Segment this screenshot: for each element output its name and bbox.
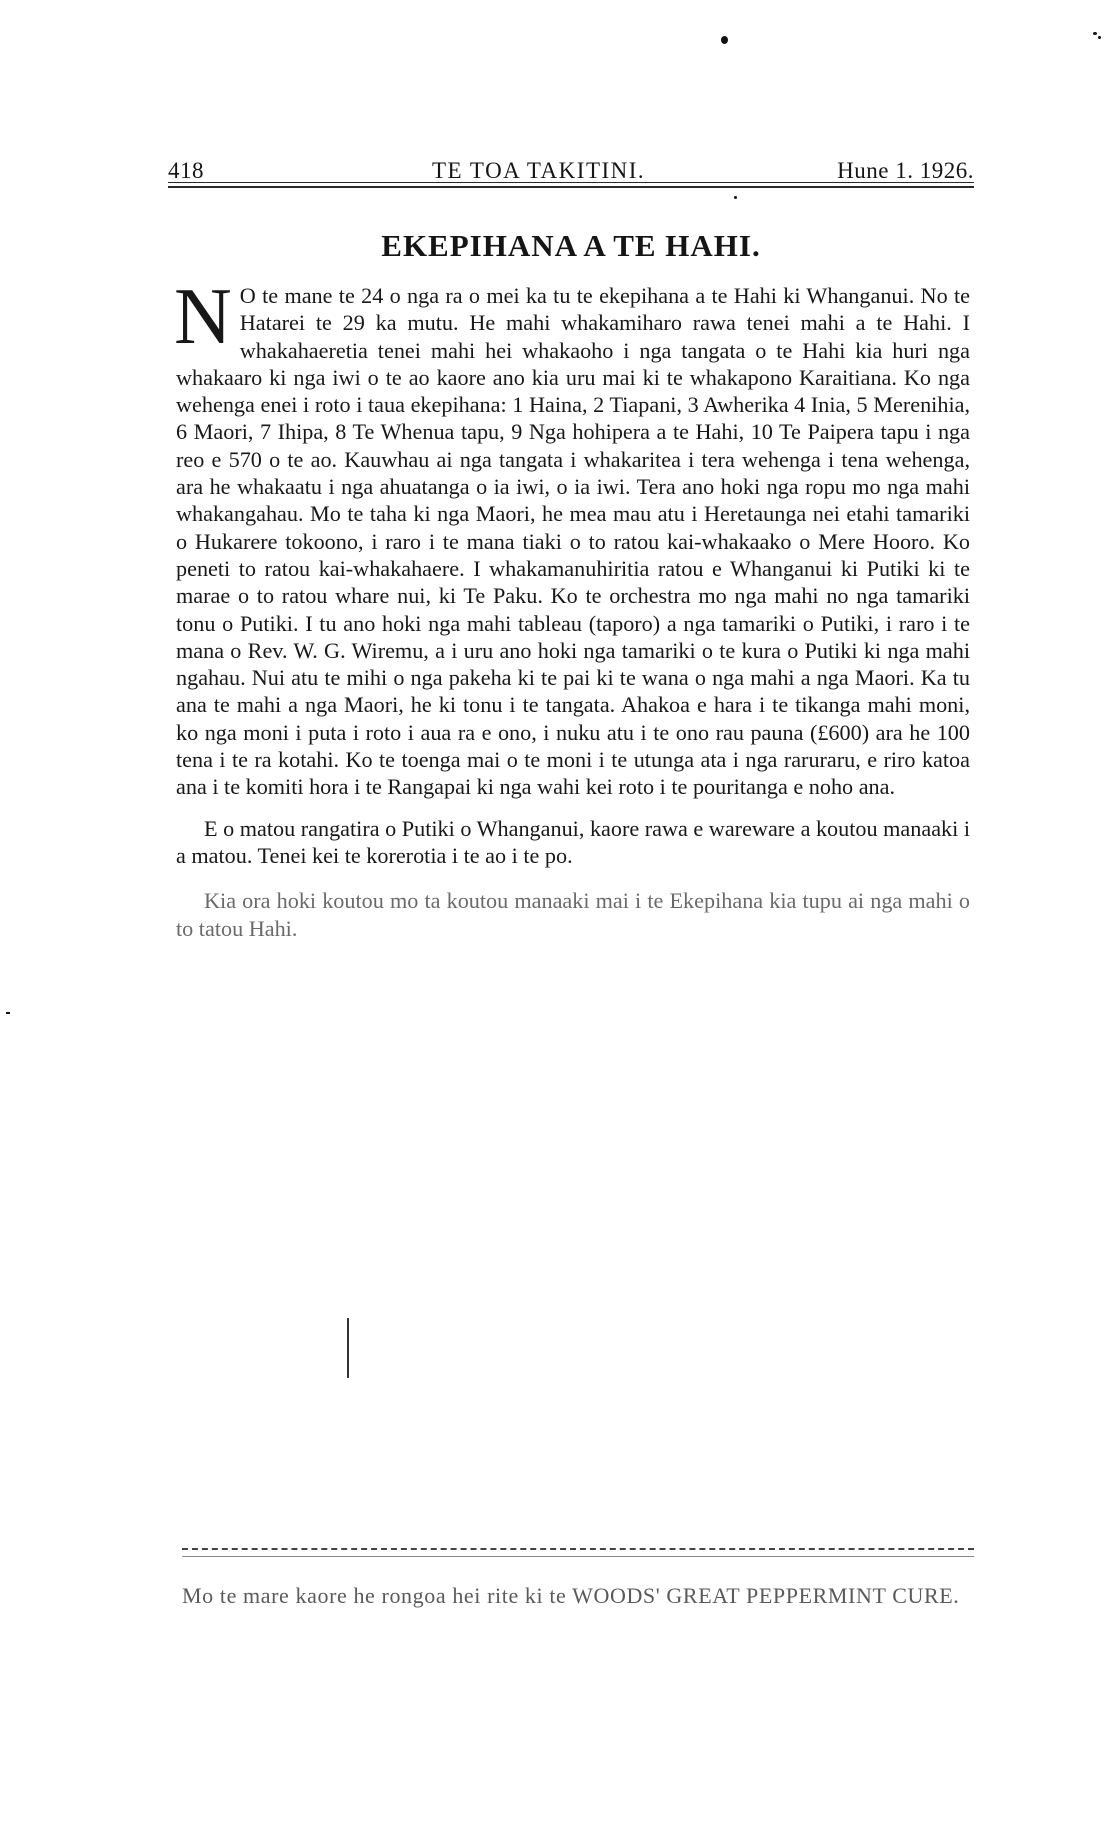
- paragraph-2: E o matou rangatira o Putiki o Whanganui, kaore rawa e wareware a koutou manaaki i a matou. Tenei kei te korerotia i te ao i te po.: [176, 815, 971, 868]
- header-rule: [168, 182, 974, 183]
- running-header: [168, 150, 974, 184]
- scan-speck: [721, 36, 728, 44]
- paragraph-3: Kia ora hoki koutou mo ta koutou manaaki mai i te Ekepihana kia tupu ai nga mahi o to tatou Hahi.: [176, 888, 970, 941]
- article-body: [174, 273, 971, 942]
- header-rule-lower: [168, 186, 974, 188]
- page-number: 418: [168, 158, 204, 183]
- printer-mark: [347, 1318, 349, 1378]
- scan-speck: [6, 1012, 10, 1014]
- footer-rule: [182, 1548, 974, 1550]
- article-title: EKEPIHANA A TE HAHI.: [381, 228, 761, 263]
- scan-speck: [1098, 36, 1101, 39]
- paragraph-1-text: O te mane te 24 o nga ra o mei ka tu te ekepihana a te Hahi ki Whanganui. No te Hatarei te 29 ka mutu. He mahi whakamiharo rawa tenei mahi a te Hahi. I whakahaeretia tenei mahi hei whakaoho i nga tangata o te Hahi kia huri nga whakaaro ki nga iwi o te ao kaore ano kia uru mai ki te whakapono Karaitiana. Ko nga wehenga enei i roto i taua ekepihana: 1 Haina, 2 Tiapani, 3 Awherika 4 Inia, 5 Merenihia, 6 Maori, 7 Ihipa, 8 Te Whenua tapu, 9 Nga hohipera a te Hahi, 10 Te Paipera tapu i nga reo e 570 o te ao. Kauwhau ai nga tangata i whakaritea i tera wehenga i tena wehenga, ara he whakaatu i nga ahuatanga o ia iwi, o ia iwi. Tera ano hoki nga ropu mo nga mahi whakangahau. Mo te taha ki nga Maori, he mea mau atu i Heretaunga nei etahi tamariki o Hukarere tokoono, i raro i te mana tiaki o to ratou kai-whakaako o Mere Hooro. Ko peneti to ratou kai-whakahaere. I whakamanuhiritia ratou e Whanganui ki Putiki ki te marae o to ratou whare nui, ki Te Paku. Ko te orchestra mo nga mahi no nga tamariki tonu o Putiki. I tu ano hoki nga mahi tableau (taporo) a nga tamariki o Putiki, i raro i te mana o Rev. W. G. Wiremu, a i uru ano hoki nga tamariki o te kura o Putiki ki nga mahi ngahau. Nui atu te mihi o nga pakeha ki te pai ki te wana o nga mahi a nga Maori. Ka tu ana te mahi a nga Maori, he ki tonu i te tangata. Ahakoa e hara i te tikanga mahi moni, ko nga moni i puta i roto i aua ra e ono, i nuku atu i te ono rau pauna (£600) ara he 100 tena i te ra kotahi. Ko te toenga mai o te moni i te utunga ata i nga raruraru, e riro katoa ana i te komiti hora i te Rangapai ki nga wahi kei roto i te pouritanga e noho ana.: [176, 283, 970, 800]
- publication-title: TE TOA TAKITINI.: [432, 158, 646, 183]
- paragraph-1: [174, 273, 970, 801]
- scan-speck: [734, 196, 737, 199]
- footer-rule-lower: [182, 1556, 974, 1557]
- scan-speck: [1093, 32, 1097, 35]
- drop-cap: N: [174, 273, 232, 361]
- issue-date: Hune 1. 1926.: [837, 158, 974, 183]
- advertisement-notice: Mo te mare kaore he rongoa hei rite ki te WOODS' GREAT PEPPERMINT CURE.: [182, 1583, 960, 1608]
